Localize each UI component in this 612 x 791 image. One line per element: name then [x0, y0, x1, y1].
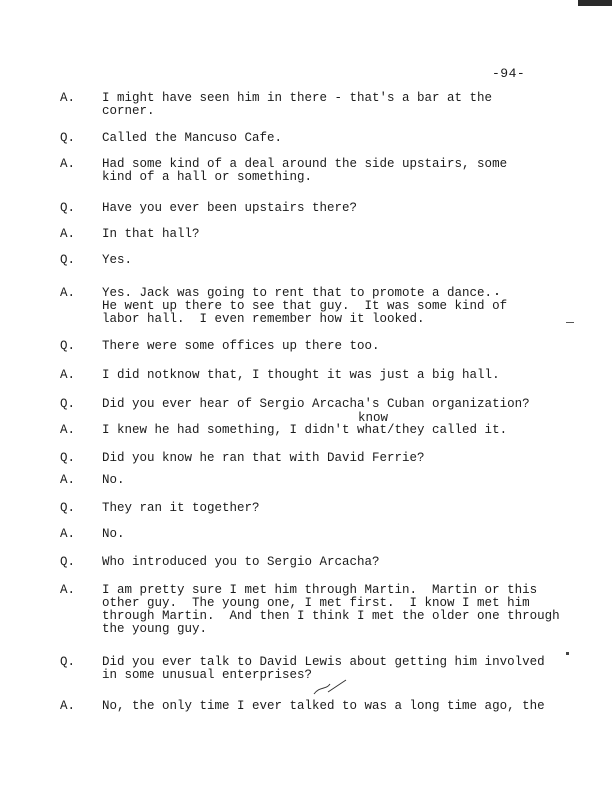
speaker-label: Q. — [60, 253, 76, 267]
speaker-label: Q. — [60, 451, 76, 465]
entry-text-line: in some unusual enterprises? — [102, 668, 313, 682]
corner-scan-mark — [578, 0, 612, 6]
speaker-label: Q. — [60, 655, 76, 669]
handwritten-scribble — [310, 676, 350, 700]
entry-text-line: through Martin. And then I think I met the older one through — [102, 609, 560, 623]
entry-text-line: kind of a hall or something. — [102, 170, 313, 184]
entry-text-line: Who introduced you to Sergio Arcacha? — [102, 555, 380, 569]
entry-text-line: They ran it together? — [102, 501, 260, 515]
speaker-label: A. — [60, 473, 76, 487]
speaker-label: A. — [60, 227, 76, 241]
entry-text-line: the young guy. — [102, 622, 208, 636]
speaker-label: A. — [60, 527, 76, 541]
entry-text-line: labor hall. I even remember how it looked. — [102, 312, 425, 326]
entry-text-line: In that hall? — [102, 227, 200, 241]
entry-text-line: other guy. The young one, I met first. I know I met him — [102, 596, 530, 610]
entry-text-line: Had some kind of a deal around the side upstairs, some — [102, 157, 508, 171]
entry-text-line: He went up there to see that guy. It was some kind of — [102, 299, 508, 313]
page-number: -94- — [492, 66, 526, 81]
speaker-label: Q. — [60, 339, 76, 353]
entry-text-line: There were some offices up there too. — [102, 339, 380, 353]
speaker-label: Q. — [60, 555, 76, 569]
speaker-label: A. — [60, 583, 76, 597]
entry-text-line: I did notknow that, I thought it was just a big hall. — [102, 368, 500, 382]
speaker-label: A. — [60, 423, 76, 437]
scan-speck — [566, 322, 574, 323]
speaker-label: A. — [60, 91, 76, 105]
speaker-label: A. — [60, 157, 76, 171]
speaker-label: A. — [60, 699, 76, 713]
entry-text-line: I might have seen him in there - that's a bar at the — [102, 91, 493, 105]
entry-text-line: Have you ever been upstairs there? — [102, 201, 358, 215]
speaker-label: A. — [60, 368, 76, 382]
entry-text-line: Yes. — [102, 253, 133, 267]
scan-speck — [566, 652, 569, 655]
speaker-label: A. — [60, 286, 76, 300]
entry-text-line: No. — [102, 473, 125, 487]
speaker-label: Q. — [60, 131, 76, 145]
handwritten-insertion: know — [358, 411, 389, 425]
entry-text-line: I knew he had something, I didn't what/they called it. — [102, 423, 508, 437]
entry-text-line: No. — [102, 527, 125, 541]
speaker-label: Q. — [60, 201, 76, 215]
entry-text-line: No, the only time I ever talked to was a long time ago, the — [102, 699, 545, 713]
speaker-label: Q. — [60, 397, 76, 411]
speaker-label: Q. — [60, 501, 76, 515]
entry-text-line: Did you ever talk to David Lewis about getting him involved — [102, 655, 545, 669]
entry-text-line: Called the Mancuso Cafe. — [102, 131, 283, 145]
entry-text-line: Yes. Jack was going to rent that to promote a dance. — [102, 286, 493, 300]
entry-text-line: Did you ever hear of Sergio Arcacha's Cuban organization? — [102, 397, 530, 411]
scan-speck — [496, 293, 498, 295]
entry-text-line: corner. — [102, 104, 155, 118]
entry-text-line: I am pretty sure I met him through Martin. Martin or this — [102, 583, 538, 597]
entry-text-line: Did you know he ran that with David Ferrie? — [102, 451, 425, 465]
